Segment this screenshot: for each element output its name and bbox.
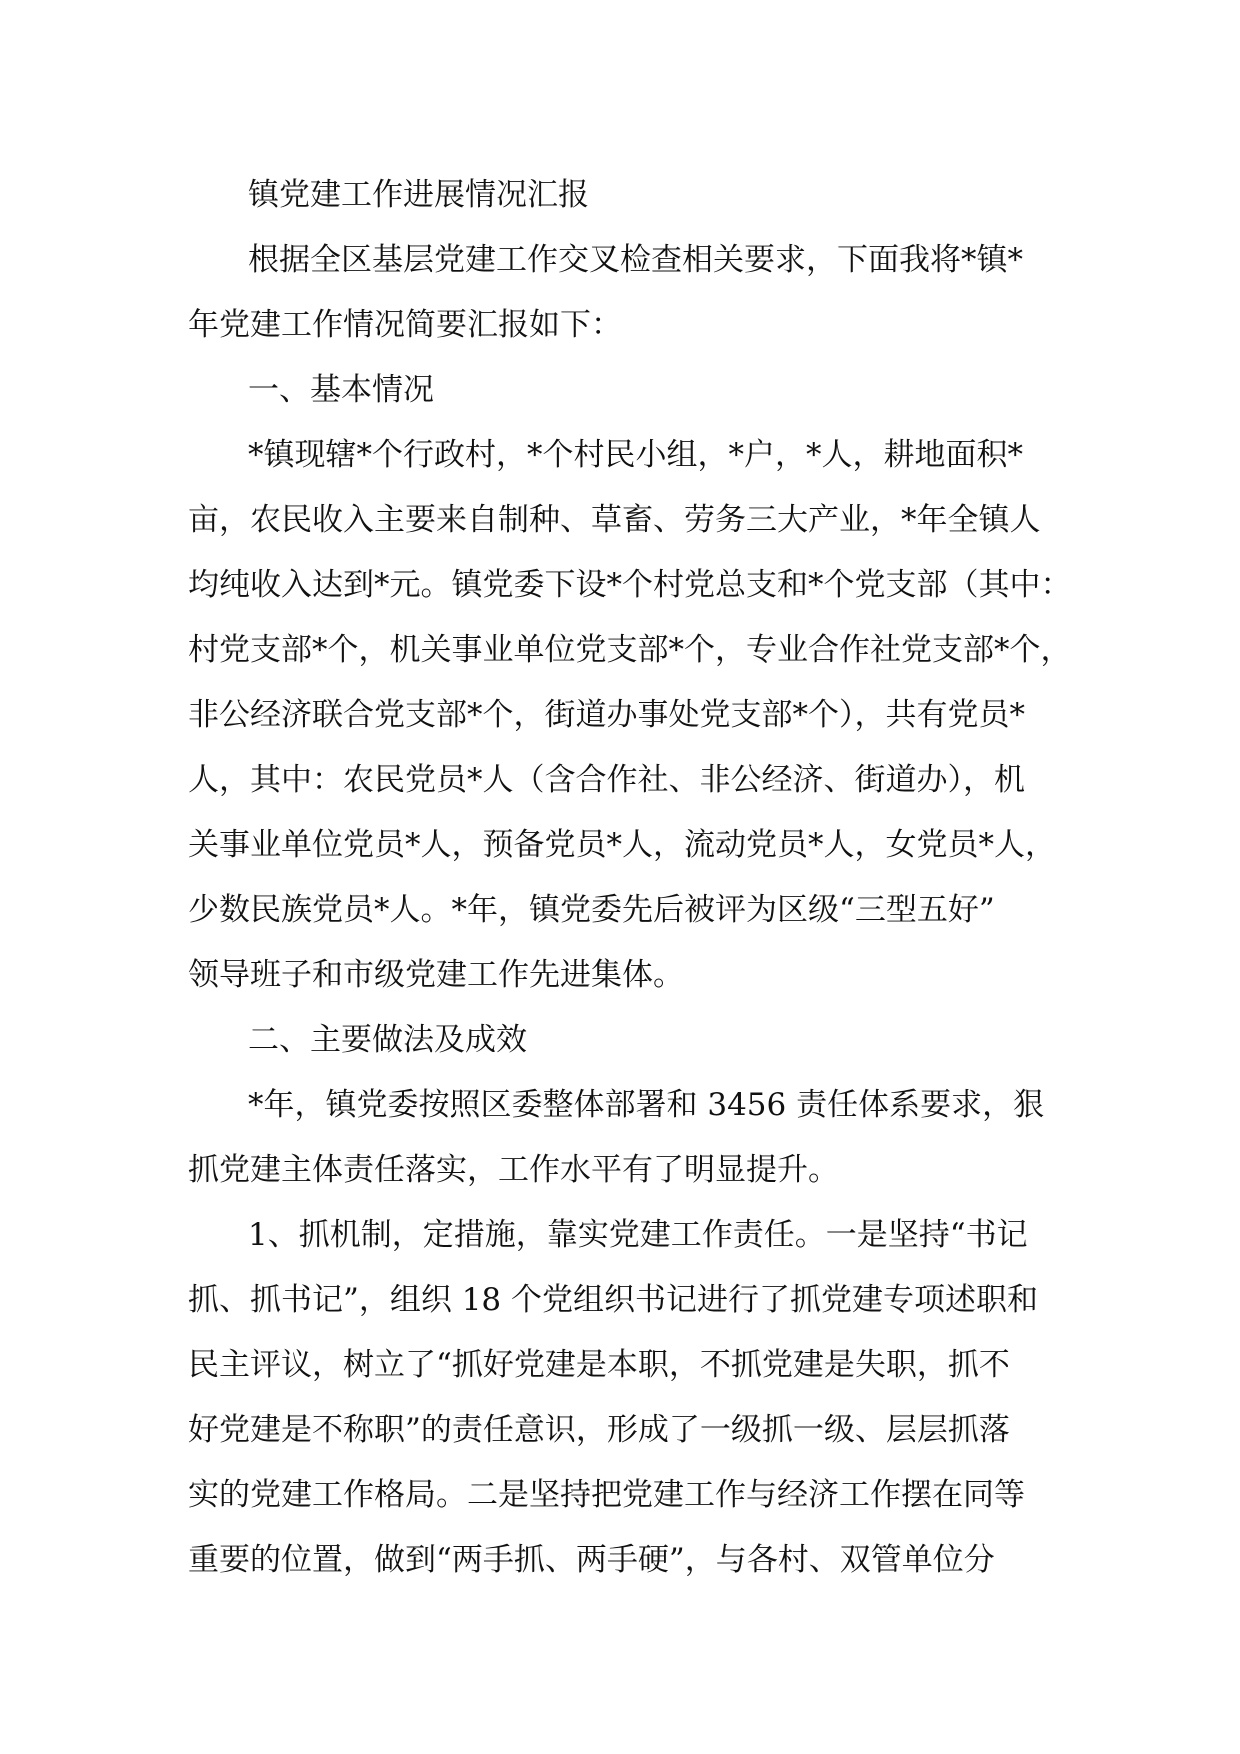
paragraph-line: 亩，农民收入主要来自制种、草畜、劳务三大产业，*年全镇人 xyxy=(188,502,1041,538)
paragraph-line: 抓党建主体责任落实，工作水平有了明显提升。 xyxy=(188,1152,839,1188)
section-1-heading: 一、基本情况 xyxy=(248,372,434,408)
document-title: 镇党建工作进展情况汇报 xyxy=(248,177,589,213)
paragraph-line: 民主评议，树立了“抓好党建是本职，不抓党建是失职，抓不 xyxy=(188,1347,1010,1383)
paragraph-line: 均纯收入达到*元。镇党委下设*个村党总支和*个党支部（其中： xyxy=(188,567,1072,603)
paragraph-line: 少数民族党员*人。*年，镇党委先后被评为区级“三型五好” xyxy=(188,892,995,928)
intro-paragraph xyxy=(188,228,1080,358)
paragraph-line: 重要的位置，做到“两手抓、两手硬”，与各村、双管单位分 xyxy=(188,1542,995,1578)
paragraph-line: 年党建工作情况简要汇报如下： xyxy=(188,307,622,343)
section-2-intro-paragraph xyxy=(188,1073,1080,1203)
paragraph-line: 领导班子和市级党建工作先进集体。 xyxy=(188,957,684,993)
section-2-item-1-paragraph xyxy=(188,1203,1080,1593)
paragraph-line: 抓、抓书记”，组织 18 个党组织书记进行了抓党建专项述职和 xyxy=(188,1282,1038,1318)
paragraph-line: *镇现辖*个行政村，*个村民小组，*户，*人，耕地面积* xyxy=(248,437,1023,473)
paragraph-line: 非公经济联合党支部*个，街道办事处党支部*个），共有党员* xyxy=(188,697,1025,733)
paragraph-line: *年，镇党委按照区委整体部署和 3456 责任体系要求，狠 xyxy=(248,1087,1045,1123)
paragraph-line: 人，其中：农民党员*人（含合作社、非公经济、街道办），机 xyxy=(188,762,1025,798)
paragraph-line: 根据全区基层党建工作交叉检查相关要求，下面我将*镇* xyxy=(248,242,1023,278)
document-body xyxy=(188,163,1080,1593)
section-1-paragraph xyxy=(188,423,1080,1008)
paragraph-line: 实的党建工作格局。二是坚持把党建工作与经济工作摆在同等 xyxy=(188,1477,1025,1513)
paragraph-line: 1、抓机制，定措施，靠实党建工作责任。一是坚持“书记 xyxy=(248,1217,1028,1253)
paragraph-line: 村党支部*个，机关事业单位党支部*个，专业合作社党支部*个， xyxy=(188,632,1072,668)
section-2-heading: 二、主要做法及成效 xyxy=(248,1022,527,1058)
paragraph-line: 好党建是不称职”的责任意识，形成了一级抓一级、层层抓落 xyxy=(188,1412,1010,1448)
paragraph-line: 关事业单位党员*人，预备党员*人，流动党员*人，女党员*人， xyxy=(188,827,1056,863)
